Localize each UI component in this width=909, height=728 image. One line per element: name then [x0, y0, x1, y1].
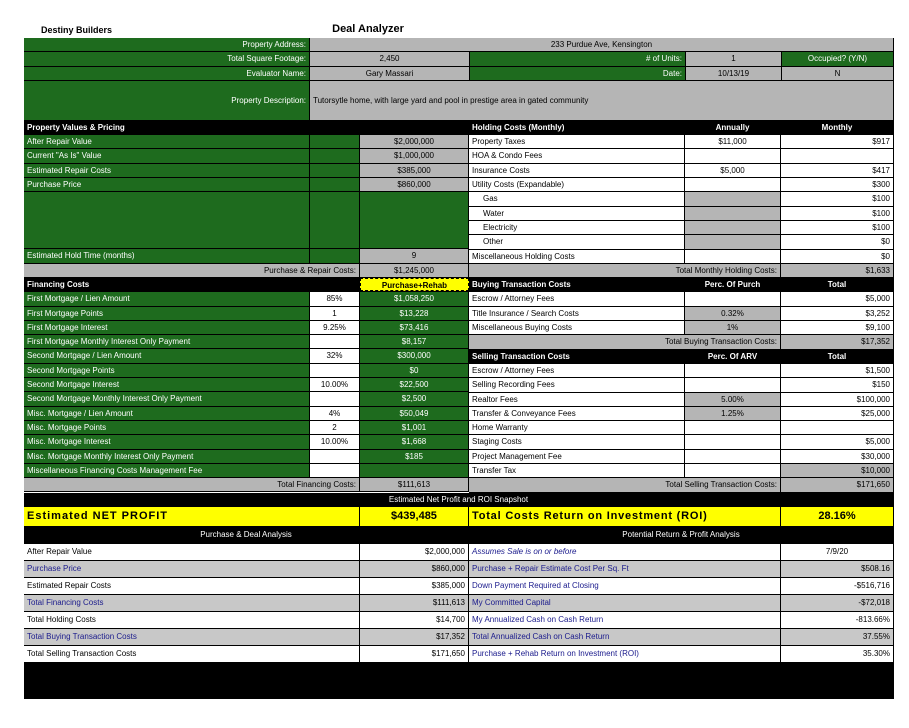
analysis-left-label: Total Financing Costs — [24, 595, 360, 611]
financing-pct[interactable]: 10.00% — [310, 435, 360, 448]
financing-pct[interactable] — [310, 450, 360, 463]
financing-row — [24, 335, 469, 349]
selling-row — [469, 364, 894, 378]
financing-pct[interactable]: 9.25% — [310, 321, 360, 334]
holding-annual[interactable] — [685, 192, 781, 205]
financing-label: First Mortgage / Lien Amount — [24, 292, 310, 305]
analysis-left-value: $17,352 — [360, 629, 469, 645]
financing-row — [24, 292, 469, 306]
financing-label: First Mortgage Points — [24, 307, 310, 320]
property-values-title: Property Values & Pricing — [24, 121, 469, 134]
selling-total: $1,500 — [781, 364, 894, 377]
analysis-row — [24, 595, 894, 612]
holding-row — [469, 192, 894, 206]
financing-row — [24, 378, 469, 392]
selling-row — [469, 378, 894, 392]
financing-label: Misc. Mortgage Interest — [24, 435, 310, 448]
property-value-row — [24, 149, 469, 163]
financing-label: Misc. Mortgage Monthly Interest Only Payment — [24, 450, 310, 463]
holding-total-label: Total Monthly Holding Costs: — [469, 264, 781, 277]
roi-value: 28.16% — [781, 507, 894, 526]
description-row — [24, 81, 894, 121]
property-value-amount[interactable]: $2,000,000 — [360, 135, 469, 148]
financing-pct[interactable]: 32% — [310, 349, 360, 362]
hold-time-label: Estimated Hold Time (months) — [24, 249, 310, 262]
holding-row — [469, 207, 894, 221]
financing-value: $13,228 — [360, 307, 469, 320]
financing-header — [24, 278, 469, 292]
holding-label: Electricity — [469, 221, 685, 234]
selling-perc[interactable] — [685, 450, 781, 463]
property-values-list — [24, 135, 469, 192]
date-value[interactable]: 10/13/19 — [686, 67, 782, 80]
selling-label: Project Management Fee — [469, 450, 685, 463]
left-column — [24, 121, 469, 493]
financing-pct[interactable] — [310, 335, 360, 348]
analysis-left-label: Total Selling Transaction Costs — [24, 646, 360, 662]
selling-row — [469, 393, 894, 407]
analysis-row — [24, 612, 894, 629]
holding-monthly: $0 — [781, 235, 894, 248]
holding-annual[interactable] — [685, 235, 781, 248]
net-profit-label: Estimated NET PROFIT — [24, 507, 360, 526]
selling-perc[interactable]: 5.00% — [685, 393, 781, 406]
description-label: Property Description: — [24, 81, 310, 120]
analysis-left-label: Total Buying Transaction Costs — [24, 629, 360, 645]
holding-row — [469, 135, 894, 149]
buying-perc[interactable]: 0.32% — [685, 307, 781, 320]
property-value-pct — [310, 135, 360, 148]
buying-total-label: Total Buying Transaction Costs: — [469, 335, 781, 348]
selling-row — [469, 421, 894, 435]
holding-annual[interactable] — [685, 178, 781, 191]
analysis-left-value: $111,613 — [360, 595, 469, 611]
financing-total-label: Total Financing Costs: — [24, 478, 360, 491]
financing-label: Misc. Mortgage Points — [24, 421, 310, 434]
property-value-row — [24, 164, 469, 178]
analysis-row — [24, 544, 894, 561]
company-name: Destiny Builders — [41, 25, 113, 35]
financing-value: $50,049 — [360, 407, 469, 420]
holding-row — [469, 149, 894, 163]
analysis-right-label: My Committed Capital — [469, 595, 781, 611]
financing-value: $1,668 — [360, 435, 469, 448]
snapshot-title: Estimated Net Profit and ROI Snapshot — [24, 493, 894, 506]
title-row — [24, 22, 894, 38]
financing-value — [360, 464, 469, 477]
selling-perc[interactable] — [685, 464, 781, 477]
purchase-rehab-header: Purchase+Rehab — [360, 278, 469, 291]
selling-list — [469, 364, 894, 478]
analysis-row — [24, 578, 894, 595]
snapshot-row — [24, 507, 894, 527]
financing-label: Second Mortgage Interest — [24, 378, 310, 391]
right-column — [469, 121, 894, 493]
analysis-left-label: Total Holding Costs — [24, 612, 360, 628]
holding-row — [469, 250, 894, 264]
selling-total: $100,000 — [781, 393, 894, 406]
financing-label: First Mortgage Interest — [24, 321, 310, 334]
financing-label: Misc. Mortgage / Lien Amount — [24, 407, 310, 420]
financing-row — [24, 307, 469, 321]
financing-list — [24, 292, 469, 478]
financing-label: Second Mortgage / Lien Amount — [24, 349, 310, 362]
selling-perc[interactable] — [685, 364, 781, 377]
holding-annual[interactable] — [685, 221, 781, 234]
hold-time-pct — [310, 249, 360, 262]
address-label: Property Address: — [24, 38, 310, 51]
selling-total: $25,000 — [781, 407, 894, 420]
analysis-row — [24, 629, 894, 646]
financing-pct[interactable]: 1 — [310, 307, 360, 320]
financing-row — [24, 364, 469, 378]
buying-row — [469, 292, 894, 306]
property-value-label: Purchase Price — [24, 178, 310, 191]
holding-row — [469, 221, 894, 235]
holding-total-value: $1,633 — [781, 264, 894, 277]
holding-title: Holding Costs (Monthly) — [469, 121, 685, 134]
holding-label: HOA & Condo Fees — [469, 149, 685, 162]
deal-analysis-header: Purchase & Deal Analysis — [24, 527, 469, 543]
financing-pct[interactable]: 2 — [310, 421, 360, 434]
annually-header: Annually — [685, 121, 781, 134]
holding-label: Other — [469, 235, 685, 248]
analysis-left-value: $385,000 — [360, 578, 469, 594]
selling-title: Selling Transaction Costs — [469, 350, 685, 363]
financing-pct[interactable] — [310, 464, 360, 477]
financing-value: $22,500 — [360, 378, 469, 391]
financing-row — [24, 435, 469, 449]
occupied-label: Occupied? (Y/N) — [782, 52, 894, 65]
financing-pct[interactable] — [310, 392, 360, 405]
property-value-pct — [310, 164, 360, 177]
holding-annual[interactable] — [685, 149, 781, 162]
selling-label: Selling Recording Fees — [469, 378, 685, 391]
buying-row — [469, 321, 894, 335]
analysis-right-value: 35.30% — [781, 646, 894, 662]
buying-label: Miscellaneous Buying Costs — [469, 321, 685, 334]
holding-monthly: $100 — [781, 207, 894, 220]
selling-perc-header: Perc. Of ARV — [685, 350, 781, 363]
selling-row — [469, 464, 894, 478]
units-value[interactable]: 1 — [686, 52, 782, 65]
financing-value: $8,157 — [360, 335, 469, 348]
property-value-label: Estimated Repair Costs — [24, 164, 310, 177]
holding-monthly: $100 — [781, 192, 894, 205]
buying-label: Title Insurance / Search Costs — [469, 307, 685, 320]
holding-annual[interactable]: $5,000 — [685, 164, 781, 177]
property-value-pct — [310, 178, 360, 191]
financing-row — [24, 349, 469, 363]
snapshot-header-row — [24, 493, 894, 507]
property-value-amount[interactable]: $860,000 — [360, 178, 469, 191]
property-value-amount[interactable]: $1,000,000 — [360, 149, 469, 162]
occupied-value[interactable]: N — [782, 67, 894, 80]
financing-pct[interactable]: 85% — [310, 292, 360, 305]
financing-value: $300,000 — [360, 349, 469, 362]
financing-value: $1,001 — [360, 421, 469, 434]
selling-perc[interactable] — [685, 421, 781, 434]
selling-perc[interactable]: 1.25% — [685, 407, 781, 420]
net-profit-value: $439,485 — [360, 507, 469, 526]
purchase-repair-row — [24, 264, 469, 278]
hold-time-value[interactable]: 9 — [360, 249, 469, 262]
financing-row — [24, 464, 469, 478]
selling-row — [469, 435, 894, 449]
buying-label: Escrow / Attorney Fees — [469, 292, 685, 305]
analysis-right-value: -$72,018 — [781, 595, 894, 611]
selling-header — [469, 350, 894, 364]
analysis-right-label: Purchase + Rehab Return on Investment (ROI) — [469, 646, 781, 662]
selling-total: $5,000 — [781, 435, 894, 448]
selling-total — [781, 421, 894, 434]
buying-total-header: Total — [781, 278, 894, 291]
holding-label: Miscellaneous Holding Costs — [469, 250, 685, 263]
sqft-row — [24, 52, 894, 66]
selling-perc[interactable] — [685, 378, 781, 391]
sqft-label: Total Square Footage: — [24, 52, 310, 65]
analysis-right-value: $508.16 — [781, 561, 894, 577]
analysis-right-label: My Annualized Cash on Cash Return — [469, 612, 781, 628]
holding-label: Property Taxes — [469, 135, 685, 148]
selling-label: Realtor Fees — [469, 393, 685, 406]
roi-label: Total Costs Return on Investment (ROI) — [469, 507, 781, 526]
analysis-right-value: -$516,716 — [781, 578, 894, 594]
financing-value: $1,058,250 — [360, 292, 469, 305]
financing-total-value: $111,613 — [360, 478, 469, 491]
analysis-right-value: 7/9/20 — [781, 544, 894, 560]
selling-perc[interactable] — [685, 435, 781, 448]
buying-title: Buying Transaction Costs — [469, 278, 685, 291]
holding-row — [469, 164, 894, 178]
empty-label-cell — [24, 192, 310, 248]
analysis-right-label: Total Annualized Cash on Cash Return — [469, 629, 781, 645]
analysis-left-label: After Repair Value — [24, 544, 360, 560]
deal-analyzer-sheet — [24, 22, 894, 699]
holding-row — [469, 235, 894, 249]
footer-bar — [24, 663, 894, 699]
holding-monthly: $917 — [781, 135, 894, 148]
purchase-repair-value: $1,245,000 — [360, 264, 469, 277]
property-value-pct — [310, 149, 360, 162]
analysis-right-label: Purchase + Repair Estimate Cost Per Sq. Ft — [469, 561, 781, 577]
property-value-row — [24, 135, 469, 149]
financing-value: $2,500 — [360, 392, 469, 405]
financing-label: Second Mortgage Monthly Interest Only Payment — [24, 392, 310, 405]
holding-list — [469, 135, 894, 264]
selling-row — [469, 450, 894, 464]
financing-label: Second Mortgage Points — [24, 364, 310, 377]
financing-value: $73,416 — [360, 321, 469, 334]
financing-total-row — [24, 478, 469, 492]
financing-row — [24, 321, 469, 335]
financing-pct[interactable] — [310, 364, 360, 377]
financing-label: Miscellaneous Financing Costs Management Fee — [24, 464, 310, 477]
empty-pct-cell — [310, 192, 360, 248]
buying-total: $3,252 — [781, 307, 894, 320]
holding-annual[interactable]: $11,000 — [685, 135, 781, 148]
selling-total-label: Total Selling Transaction Costs: — [469, 478, 781, 491]
analysis-left-value: $14,700 — [360, 612, 469, 628]
buying-row — [469, 307, 894, 321]
evaluator-label: Evaluator Name: — [24, 67, 310, 80]
property-value-row — [24, 178, 469, 192]
analysis-header-row — [24, 527, 894, 544]
financing-row — [24, 421, 469, 435]
property-value-amount[interactable]: $385,000 — [360, 164, 469, 177]
holding-row — [469, 178, 894, 192]
financing-pct[interactable]: 4% — [310, 407, 360, 420]
selling-total: $10,000 — [781, 464, 894, 477]
selling-total: $30,000 — [781, 450, 894, 463]
buying-header — [469, 278, 894, 292]
selling-label: Staging Costs — [469, 435, 685, 448]
selling-label: Transfer Tax — [469, 464, 685, 477]
property-values-header — [24, 121, 469, 135]
page-title: Deal Analyzer — [332, 23, 404, 35]
selling-total-header: Total — [781, 350, 894, 363]
description-value[interactable]: Tutorsytle home, with large yard and pool in prestige area in gated community — [310, 81, 894, 120]
analysis-left-value: $2,000,000 — [360, 544, 469, 560]
holding-label: Gas — [469, 192, 685, 205]
hold-time-row — [24, 249, 469, 263]
selling-label: Home Warranty — [469, 421, 685, 434]
holding-annual[interactable] — [685, 207, 781, 220]
monthly-header: Monthly — [781, 121, 894, 134]
property-value-label: Current "As Is" Value — [24, 149, 310, 162]
financing-pct[interactable]: 10.00% — [310, 378, 360, 391]
selling-label: Escrow / Attorney Fees — [469, 364, 685, 377]
buying-total-value: $17,352 — [781, 335, 894, 348]
buying-perc[interactable] — [685, 292, 781, 305]
financing-label: First Mortgage Monthly Interest Only Payment — [24, 335, 310, 348]
holding-monthly: $0 — [781, 250, 894, 263]
sqft-value[interactable]: 2,450 — [310, 52, 470, 65]
buying-perc[interactable]: 1% — [685, 321, 781, 334]
analysis-row — [24, 561, 894, 578]
address-row — [24, 38, 894, 52]
buying-perc-header: Perc. Of Purch — [685, 278, 781, 291]
financing-value: $185 — [360, 450, 469, 463]
property-value-label: After Repair Value — [24, 135, 310, 148]
selling-total: $150 — [781, 378, 894, 391]
analysis-list — [24, 544, 894, 663]
empty-value-cell — [360, 192, 469, 248]
units-label: # of Units: — [470, 52, 686, 65]
financing-row — [24, 392, 469, 406]
analysis-right-value: -813.66% — [781, 612, 894, 628]
analysis-left-value: $860,000 — [360, 561, 469, 577]
analysis-left-label: Purchase Price — [24, 561, 360, 577]
financing-title: Financing Costs — [24, 278, 360, 291]
buying-list — [469, 292, 894, 335]
return-analysis-header: Potential Return & Profit Analysis — [469, 527, 894, 543]
selling-label: Transfer & Conveyance Fees — [469, 407, 685, 420]
holding-header — [469, 121, 894, 135]
analysis-left-label: Estimated Repair Costs — [24, 578, 360, 594]
financing-value: $0 — [360, 364, 469, 377]
analysis-right-label: Down Payment Required at Closing — [469, 578, 781, 594]
financing-row — [24, 407, 469, 421]
selling-total-value: $171,650 — [781, 478, 894, 491]
analysis-right-label: Assumes Sale is on or before — [469, 544, 781, 560]
holding-label: Utility Costs (Expandable) — [469, 178, 685, 191]
evaluator-row — [24, 67, 894, 81]
analysis-right-value: 37.55% — [781, 629, 894, 645]
holding-label: Water — [469, 207, 685, 220]
holding-monthly: $300 — [781, 178, 894, 191]
buying-total: $9,100 — [781, 321, 894, 334]
holding-label: Insurance Costs — [469, 164, 685, 177]
selling-row — [469, 407, 894, 421]
holding-annual[interactable] — [685, 250, 781, 263]
analysis-row — [24, 646, 894, 663]
holding-monthly: $100 — [781, 221, 894, 234]
financing-row — [24, 450, 469, 464]
address-value[interactable]: 233 Purdue Ave, Kensington — [310, 38, 894, 51]
holding-monthly — [781, 149, 894, 162]
analysis-left-value: $171,650 — [360, 646, 469, 662]
date-label: Date: — [470, 67, 686, 80]
holding-monthly: $417 — [781, 164, 894, 177]
evaluator-value[interactable]: Gary Massari — [310, 67, 470, 80]
buying-total-row — [469, 335, 894, 349]
buying-total: $5,000 — [781, 292, 894, 305]
holding-total-row — [469, 264, 894, 278]
purchase-repair-label: Purchase & Repair Costs: — [24, 264, 360, 277]
selling-total-row — [469, 478, 894, 492]
main-section — [24, 121, 894, 493]
empty-block — [24, 192, 469, 249]
